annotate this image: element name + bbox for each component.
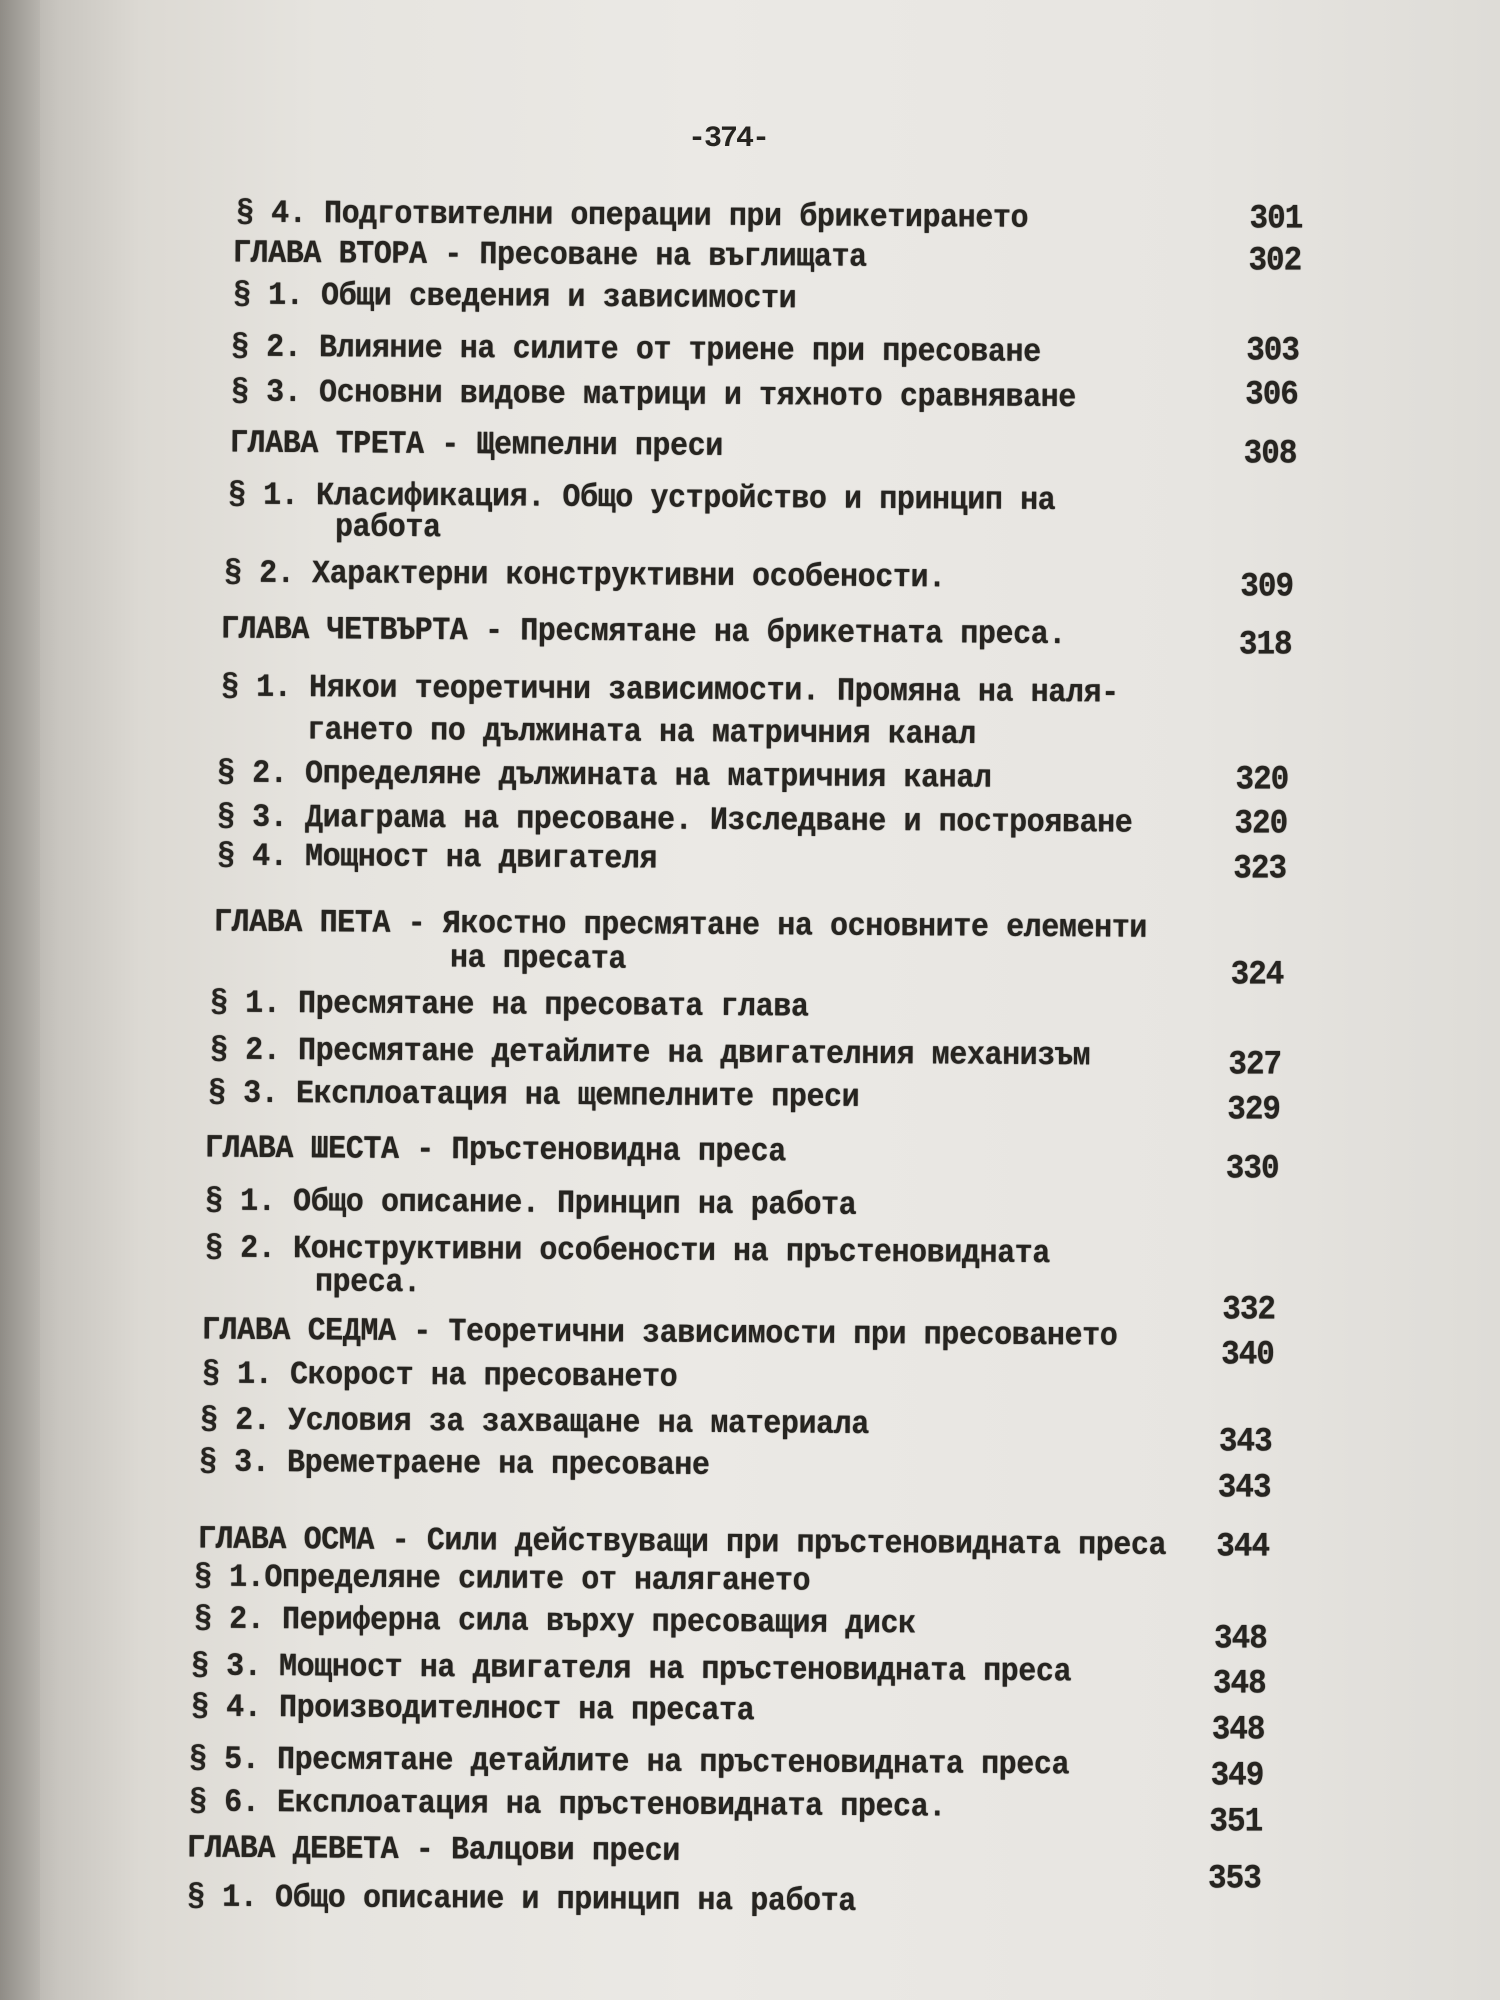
page-reference: 340 [1221,1336,1274,1375]
section-title: § 4. Производителност на пресата [190,1689,755,1731]
section-title: § 4. Подготвителни операции при брикетирането [235,195,1029,238]
section-title: § 2. Определяне дължината на матричния канал [216,755,992,798]
page-reference: 324 [1230,956,1284,995]
section-title: § 2. Условия за захващане на материала [199,1402,870,1444]
section-title: § 2. Характерни конструктивни особености. [223,555,946,598]
section-title: § 1. Някои теоретични зависимости. Промяна на наля- [220,669,1119,713]
page-reference: 303 [1246,332,1299,371]
entry-continuation: работа [334,509,441,548]
section-title: § 5. Пресмятане детайлите на пръстеновидната преса [188,1741,1070,1785]
page-reference: 348 [1214,1620,1267,1659]
page-reference: 320 [1234,805,1288,844]
entry-continuation: гането по дължината на матричния канал [306,712,977,754]
entry-continuation: на пресата [449,940,627,979]
chapter-title: ГЛАВА ДЕВЕТА - Валцови преси [186,1830,680,1871]
section-title: § 2. Периферна сила върху пресоващия диск [193,1601,916,1644]
chapter-title: ГЛАВА ВТОРА - Пресоване на въглищата [232,235,867,277]
page-reference: 309 [1240,568,1294,607]
section-title: § 2. Пресмятане детайлите на двигателния механизъм [209,1032,1091,1076]
chapter-title: ГЛАВА ЧЕТВЪРТА - Пресмятане на брикетната преса. [220,611,1067,654]
page-reference: 329 [1227,1091,1281,1130]
page-reference: 323 [1233,850,1287,889]
page-reference: 302 [1248,242,1302,281]
page-edge-shadow [0,0,40,2000]
chapter-title: ГЛАВА ТРЕТА - Щемпелни преси [229,425,723,466]
section-title: § 3. Времетраене на пресоване [198,1444,710,1485]
page-reference: 344 [1216,1528,1270,1567]
chapter-title: ГЛАВА ПЕТА - Якостно пресмятане на основните елементи [213,904,1148,948]
page-reference: 349 [1210,1757,1264,1796]
section-title: § 3. Диаграма на пресоване. Изследване и построяване [216,799,1133,843]
section-title: § 1. Скорост на пресоването [201,1356,678,1397]
chapter-title: ГЛАВА ШЕСТА - Пръстеновидна преса [204,1130,786,1172]
section-title: § 6. Експлоатация на пръстеновидната преса. [188,1784,947,1827]
section-title: § 1. Общо описание и принцип на работа [186,1879,857,1921]
page-reference: 348 [1212,1665,1266,1704]
page-reference: 306 [1245,376,1298,415]
section-title: § 1.Определяне силите от налягането [193,1559,811,1601]
page-reference: 348 [1211,1711,1265,1750]
section-title: § 3. Основни видове матрици и тяхното сравняване [230,374,1077,417]
page-reference: 301 [1249,200,1303,239]
page-reference: 330 [1225,1150,1279,1189]
page-reference: 351 [1209,1803,1263,1842]
page-reference: 308 [1243,435,1297,474]
section-title: § 3. Експлоатация на щемпелните преси [207,1075,860,1117]
page-reference: 320 [1235,761,1289,800]
page-reference: 327 [1228,1046,1282,1085]
section-title: § 1. Общо описание. Принцип на работа [204,1183,857,1225]
section-title: § 4. Мощност на двигателя [216,838,658,879]
chapter-title: ГЛАВА ОСМА - Сили действуващи при пръстеновидната преса [197,1521,1167,1565]
page-number-header: -374- [688,122,769,156]
page-reference: 353 [1208,1860,1261,1899]
entry-continuation: преса. [314,1264,421,1303]
section-title: § 2. Конструктивни особености на пръстеновидната [204,1230,1051,1273]
chapter-title: ГЛАВА СЕДМА - Теоретични зависимости при пресоването [201,1312,1118,1356]
page-reference: 343 [1218,1423,1272,1462]
page-reference: 332 [1222,1291,1276,1330]
page-reference: 318 [1238,626,1292,665]
page-reference: 343 [1217,1469,1271,1508]
section-title: § 1. Пресмятане на пресовата глава [209,985,809,1027]
section-title: § 1. Класификация. Общо устройство и принцип на [227,477,1056,520]
section-title: § 3. Мощност на двигателя на пръстеновидната преса [190,1648,1072,1692]
section-title: § 2. Влияние на силите от триене при пресоване [230,329,1041,372]
section-title: § 1. Общи сведения и зависимости [232,277,797,319]
